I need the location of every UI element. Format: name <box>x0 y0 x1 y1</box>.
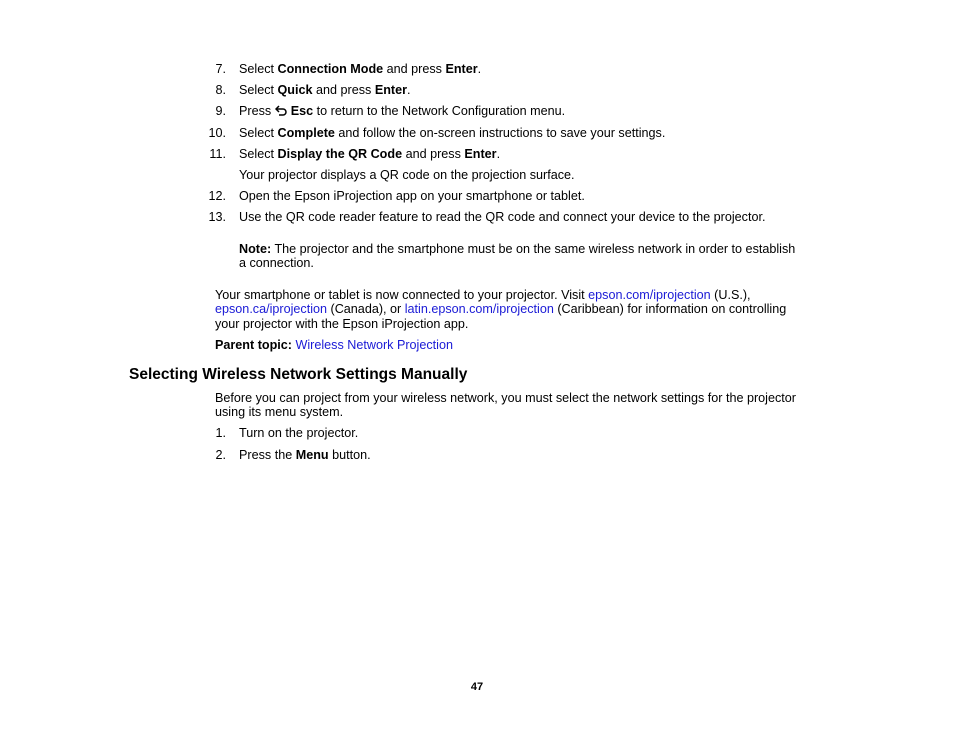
step-number: 8. <box>215 83 226 97</box>
para-line-3: your projector with the Epson iProjection app. <box>215 317 469 331</box>
parent-topic-label: Parent topic: <box>215 338 292 352</box>
note-line-1: Note: The projector and the smartphone must be on the same wireless network in order to establish <box>239 242 796 256</box>
step-8-text: Select Quick and press Enter. <box>239 83 411 97</box>
para-line-2: epson.ca/iprojection (Canada), or latin.epson.com/iprojection (Caribbean) for information on controlling <box>215 302 787 316</box>
step-number: 7. <box>215 62 226 76</box>
step-12-text: Open the Epson iProjection app on your smartphone or tablet. <box>239 189 585 203</box>
para-line-1: Your smartphone or tablet is now connected to your projector. Visit epson.com/iprojection (U.S.), <box>215 288 751 302</box>
step-number: 9. <box>215 104 226 118</box>
parent-topic-link[interactable]: Wireless Network Projection <box>295 338 453 352</box>
link-epson-ca[interactable]: epson.ca/iprojection <box>215 302 328 316</box>
step-number: 10. <box>208 126 226 140</box>
step-13-text: Use the QR code reader feature to read the QR code and connect your device to the projector. <box>239 210 766 224</box>
section-intro-line-1: Before you can project from your wireless network, you must select the network settings for the projector <box>215 391 796 405</box>
note-label: Note: <box>239 242 272 256</box>
step-number: 11. <box>209 147 226 161</box>
step-number: 13. <box>208 210 226 224</box>
step-9-text: Press Esc to return to the Network Configuration menu. <box>239 104 566 118</box>
step-number: 1. <box>215 426 226 440</box>
step-7-text: Select Connection Mode and press Enter. <box>239 62 482 76</box>
section-step-2-text: Press the Menu button. <box>239 448 371 462</box>
step-10-text: Select Complete and follow the on-screen instructions to save your settings. <box>239 126 666 140</box>
step-result-text: Your projector displays a QR code on the projection surface. <box>239 168 575 182</box>
section-intro-line-2: using its menu system. <box>215 405 344 419</box>
step-11-text: Select Display the QR Code and press Enter. <box>239 147 501 161</box>
step-number: 2. <box>215 448 226 462</box>
section-heading: Selecting Wireless Network Settings Manually <box>129 366 468 383</box>
section-step-1-text: Turn on the projector. <box>239 426 359 440</box>
link-latin-epson[interactable]: latin.epson.com/iprojection <box>404 302 554 316</box>
step-number: 12. <box>208 189 226 203</box>
note-line-2: a connection. <box>239 256 314 270</box>
page-number: 47 <box>470 681 484 693</box>
link-epson-com[interactable]: epson.com/iprojection <box>588 288 711 302</box>
back-arrow-icon <box>275 105 288 116</box>
parent-topic <box>215 338 453 352</box>
